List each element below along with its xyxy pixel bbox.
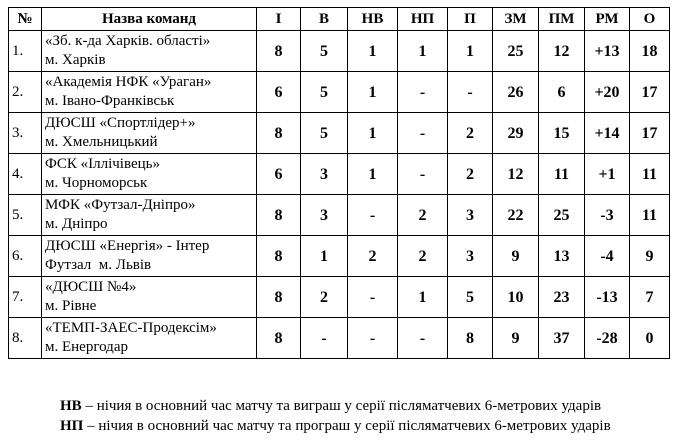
points-cell: 17 [630,113,670,154]
footnote-text: – нічия в основний час матчу та програш у серії післяматчевих 6-метрових ударів [83,418,611,434]
games-cell: 8 [257,195,301,236]
points-cell: 0 [630,318,670,359]
footnote-text: – нічия в основний час матчу та виграш у серії післяматчевих 6-метрових ударів [81,398,602,414]
team-city: м. Рівне [45,298,97,314]
draw-loss-cell: - [398,113,448,154]
goals-for-cell: 25 [493,31,539,72]
footnotes [60,396,680,436]
goals-against-cell: 23 [539,277,585,318]
goals-for-cell: 9 [493,318,539,359]
header-cell-draw-win: НВ [348,8,398,31]
table-row [9,236,670,277]
goals-for-cell: 10 [493,277,539,318]
draw-win-cell: 1 [348,31,398,72]
goals-for-cell: 12 [493,154,539,195]
row-number: 3. [9,113,42,154]
team-name: «Академія НФК «Ураган» [45,74,212,90]
team-city: м. Хмельницький [45,134,158,150]
team-name: «Зб. к-да Харків. області» [45,33,211,49]
footnote-abbr: НВ [60,398,82,414]
row-number: 1. [9,31,42,72]
draw-loss-cell: 2 [398,195,448,236]
table-row [9,277,670,318]
losses-cell: 2 [448,154,493,195]
row-number: 7. [9,277,42,318]
goals-for-cell: 29 [493,113,539,154]
team-name: ФСК «Іллічівець» [45,156,160,172]
losses-cell: 3 [448,195,493,236]
draw-win-cell: - [348,277,398,318]
team-city: м. Чорноморськ [45,175,148,191]
team-cell [42,113,257,154]
goals-for-cell: 26 [493,72,539,113]
standings-table [8,7,670,359]
row-number: 4. [9,154,42,195]
goals-against-cell: 6 [539,72,585,113]
draw-win-cell: 2 [348,236,398,277]
row-number: 2. [9,72,42,113]
points-cell: 11 [630,195,670,236]
losses-cell: 1 [448,31,493,72]
losses-cell: 5 [448,277,493,318]
team-cell [42,195,257,236]
draw-loss-cell: 1 [398,31,448,72]
team-name: «ДЮСШ №4» [45,279,137,295]
goals-against-cell: 15 [539,113,585,154]
wins-cell: 2 [301,277,348,318]
goals-against-cell: 12 [539,31,585,72]
team-cell [42,318,257,359]
table-row [9,31,670,72]
header-cell-draw-loss: НП [398,8,448,31]
points-cell: 11 [630,154,670,195]
header-cell-games: І [257,8,301,31]
header-cell-goals-for: ЗМ [493,8,539,31]
wins-cell: 5 [301,113,348,154]
table-row [9,113,670,154]
team-city: м. Харків [45,52,106,68]
header-cell-wins: В [301,8,348,31]
games-cell: 8 [257,318,301,359]
wins-cell: 3 [301,154,348,195]
team-cell [42,277,257,318]
draw-win-cell: 1 [348,154,398,195]
goal-diff-cell: +20 [585,72,630,113]
goal-diff-cell: -13 [585,277,630,318]
table-row [9,72,670,113]
footnote-abbr: НП [60,418,84,434]
team-cell [42,72,257,113]
goal-diff-cell: +14 [585,113,630,154]
wins-cell: 5 [301,31,348,72]
points-cell: 17 [630,72,670,113]
draw-loss-cell: 2 [398,236,448,277]
goals-against-cell: 13 [539,236,585,277]
points-cell: 7 [630,277,670,318]
draw-win-cell: - [348,318,398,359]
draw-win-cell: 1 [348,113,398,154]
games-cell: 8 [257,277,301,318]
header-row [9,8,670,31]
points-cell: 9 [630,236,670,277]
draw-loss-cell: - [398,72,448,113]
header-cell-points: О [630,8,670,31]
goal-diff-cell: +1 [585,154,630,195]
draw-win-cell: - [348,195,398,236]
team-name: ДЮСШ «Енергія» - Інтер [45,238,210,254]
team-city: Футзал м. Львів [45,257,152,273]
games-cell: 8 [257,236,301,277]
games-cell: 6 [257,154,301,195]
goal-diff-cell: -28 [585,318,630,359]
goals-against-cell: 37 [539,318,585,359]
goal-diff-cell: -3 [585,195,630,236]
footnote-draw-loss [60,416,680,436]
draw-loss-cell: 1 [398,277,448,318]
wins-cell: 1 [301,236,348,277]
team-name: МФК «Футзал-Дніпро» [45,197,196,213]
team-city: м. Івано-Франківськ [45,93,175,109]
team-cell [42,31,257,72]
games-cell: 8 [257,31,301,72]
draw-loss-cell: - [398,154,448,195]
header-cell-num: № [9,8,42,31]
wins-cell: 5 [301,72,348,113]
team-cell [42,236,257,277]
header-cell-losses: П [448,8,493,31]
row-number: 8. [9,318,42,359]
table-row [9,318,670,359]
team-name: «ТЕМП-ЗАЕС-Продексім» [45,320,217,336]
goal-diff-cell: -4 [585,236,630,277]
header-cell-goal-diff: РМ [585,8,630,31]
draw-win-cell: 1 [348,72,398,113]
row-number: 5. [9,195,42,236]
goals-for-cell: 9 [493,236,539,277]
wins-cell: - [301,318,348,359]
draw-loss-cell: - [398,318,448,359]
goals-against-cell: 25 [539,195,585,236]
footnote-draw-win [60,396,680,416]
games-cell: 6 [257,72,301,113]
team-name: ДЮСШ «Спортлідер+» [45,115,196,131]
wins-cell: 3 [301,195,348,236]
losses-cell: 3 [448,236,493,277]
losses-cell: 2 [448,113,493,154]
team-city: м. Дніпро [45,216,108,232]
header-cell-goals-against: ПМ [539,8,585,31]
header-cell-team: Назва команд [42,8,257,31]
team-city: м. Енергодар [45,339,128,355]
team-cell [42,154,257,195]
table-row [9,154,670,195]
row-number: 6. [9,236,42,277]
losses-cell: 8 [448,318,493,359]
points-cell: 18 [630,31,670,72]
goals-for-cell: 22 [493,195,539,236]
games-cell: 8 [257,113,301,154]
goals-against-cell: 11 [539,154,585,195]
table-row [9,195,670,236]
goal-diff-cell: +13 [585,31,630,72]
losses-cell: - [448,72,493,113]
